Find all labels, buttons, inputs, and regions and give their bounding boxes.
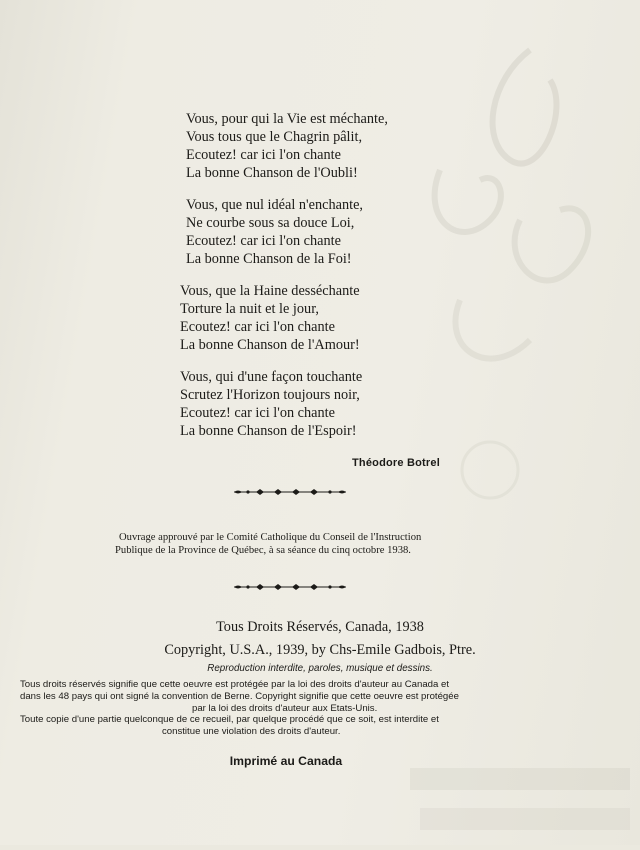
poem-line: Vous, que nul idéal n'enchante, [186,197,364,213]
poem-line: La bonne Chanson de l'Espoir! [180,423,357,439]
stanza-2 [172,196,472,268]
stanza-1 [172,110,472,182]
copyright-line: Copyright, U.S.A., 1939, by Chs-Emile Gadbois, Ptre. [164,642,476,658]
poem-line: Ecoutez! car ici l'on chante [180,319,335,335]
poem-line: Scrutez l'Horizon toujours noir, [180,387,360,403]
bleed-through-bottom [400,760,640,845]
printed-in-canada: Imprimé au Canada [229,754,343,768]
poem-line: Ne courbe sous sa douce Loi, [186,215,355,231]
rights-title: Tous Droits Réservés, Canada, 1938 [216,619,424,635]
poem-line: Ecoutez! car ici l'on chante [180,405,335,421]
legal-line: dans les 48 pays qui ont signé la convention de Berne. Copyright signifie que cette oeuvre est protégée [20,690,459,702]
reproduction-notice: Reproduction interdite, paroles, musique et dessins. [207,663,433,674]
poem-line: Ecoutez! car ici l'on chante [186,147,341,163]
poem-line: Torture la nuit et le jour, [180,301,319,317]
approval-note [115,531,535,557]
poem-author: Théodore Botrel [352,457,440,469]
poem-line: La bonne Chanson de l'Amour! [180,337,360,353]
legal-line: Toute copie d'une partie quelconque de ce recueil, par quelque procédé que ce soit, est interdite et [20,714,439,726]
ornament-divider-icon [234,580,346,592]
approval-line-1: Ouvrage approuvé par le Comité Catholique du Conseil de l'Instruction [119,532,422,543]
stanza-4 [172,368,472,440]
poem-line: La bonne Chanson de l'Oubli! [186,165,358,181]
legal-line: constitue une violation des droits d'auteur. [162,726,341,738]
poem-line: Vous, qui d'une façon touchante [180,369,363,385]
poem [172,110,472,454]
poem-line: Vous tous que le Chagrin pâlit, [186,129,363,145]
ornament-divider-icon [234,485,346,497]
poem-line: Vous, pour qui la Vie est méchante, [186,111,388,127]
approval-line-2: Publique de la Province de Québec, à sa séance du cinq octobre 1938. [115,545,411,556]
legal-notice [20,679,620,738]
poem-line: Ecoutez! car ici l'on chante [186,233,341,249]
poem-line: La bonne Chanson de la Foi! [186,251,352,267]
stanza-3 [172,282,472,354]
legal-line: par la loi des droits d'auteur aux Etats-Unis. [192,702,378,714]
poem-line: Vous, que la Haine desséchante [180,283,360,299]
legal-line: Tous droits réservés signifie que cette oeuvre est protégée par la loi des droits d'auteur au Canada et [20,679,450,690]
